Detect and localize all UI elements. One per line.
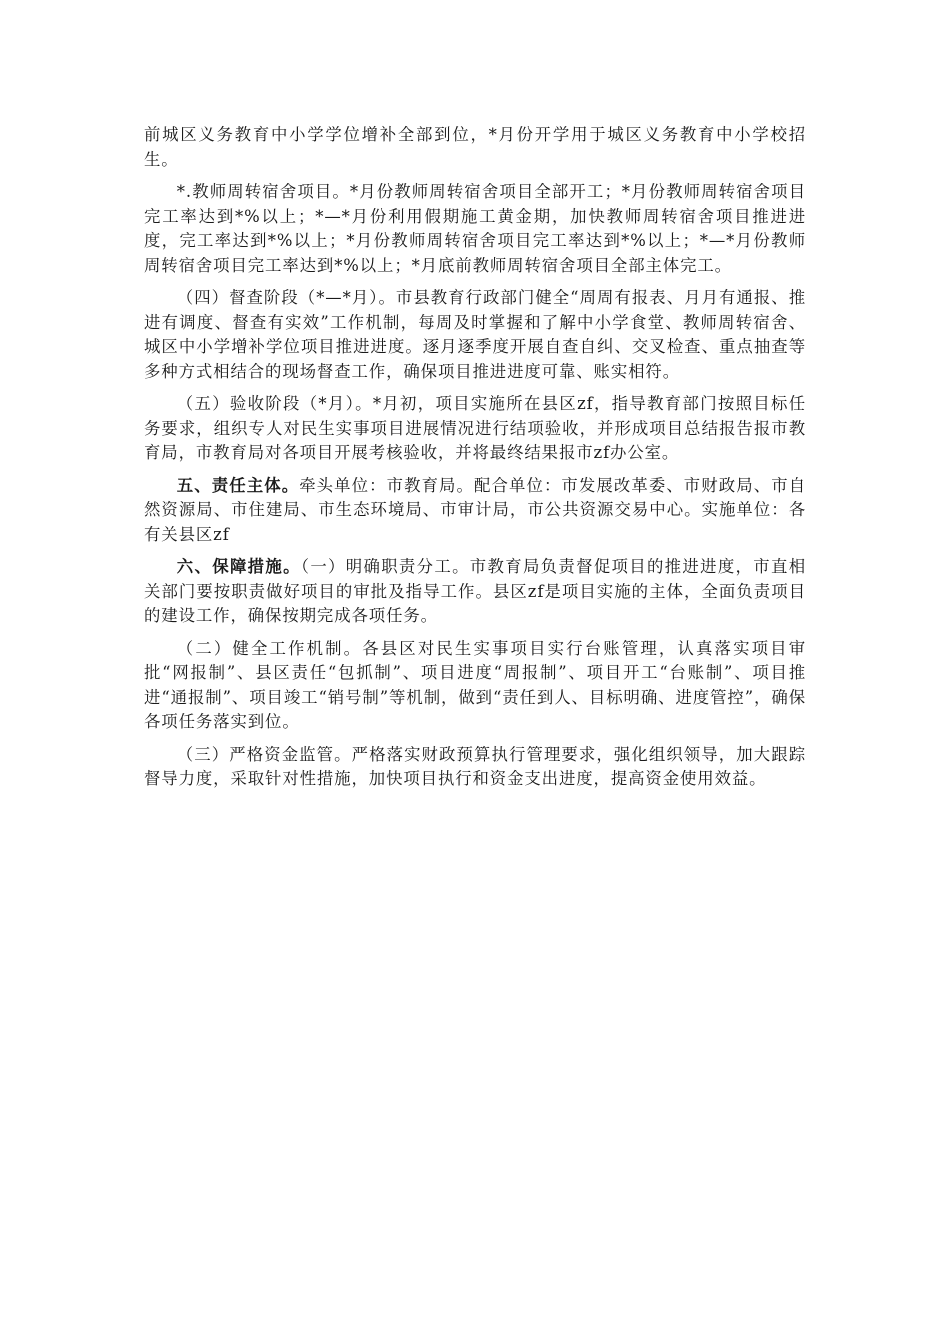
safeguard-measures-text: （一）明确职责分工。市教育局负责督促项目的推进进度，市直相关部门要按职责做好项目的审批及指导工作。县区zf是项目实施的主体，全面负责项目的建设工作，确保按期完成各项任务。: [144, 557, 806, 625]
document-page: [144, 123, 806, 800]
paragraph-teacher-housing: *.教师周转宿舍项目。*月份教师周转宿舍项目全部开工；*月份教师周转宿舍项目完工率达到*%以上；*—*月份利用假期施工黄金期，加快教师周转宿舍项目推进进度，完工率达到*%以上；*月份教师周转宿舍项目完工率达到*%以上；*—*月份教师周转宿舍项目完工率达到*%以上；*月底前教师周转宿舍项目全部主体完工。: [144, 182, 806, 275]
paragraph-school-seats: 前城区义务教育中小学学位增补全部到位，*月份开学用于城区义务教育中小学校招生。: [144, 125, 806, 169]
paragraph-work-mechanism: （二）健全工作机制。各县区对民生实事项目实行台账管理，认真落实项目审批“网报制”、县区责任“包抓制”、项目进度“周报制”、项目开工“台账制”、项目推进“通报制”、项目竣工“销号制”等机制，做到“责任到人、目标明确、进度管控”，确保各项任务落实到位。: [144, 638, 806, 731]
paragraph-fund-supervision: （三）严格资金监管。严格落实财政预算执行管理要求，强化组织领导，加大跟踪督导力度，采取针对性措施，加快项目执行和资金支出进度，提高资金使用效益。: [144, 744, 806, 788]
paragraph-acceptance-stage: （五）验收阶段（*月）。*月初，项目实施所在县区zf，指导教育部门按照目标任务要求，组织专人对民生实事项目进展情况进行结项验收，并形成项目总结报告报市教育局，市教育局对各项目开展考核验收，并将最终结果报市zf办公室。: [144, 394, 806, 462]
heading-safeguard-measures: 六、保障措施。: [176, 557, 301, 576]
paragraph-supervision-stage: （四）督查阶段（*—*月）。市县教育行政部门健全“周周有报表、月月有通报、推进有调度、督查有实效”工作机制，每周及时掌握和了解中小学食堂、教师周转宿舍、城区中小学增补学位项目推进进度。逐月逐季度开展自查自纠、交叉检查、重点抽查等多种方式相结合的现场督查工作，确保项目推进进度可靠、账实相符。: [144, 288, 806, 381]
paragraph-safeguard-measures: [144, 555, 806, 629]
heading-responsible-parties: 五、责任主体。: [176, 475, 300, 495]
paragraph-responsible-parties: [144, 474, 806, 548]
responsible-parties-text: 牵头单位：市教育局。配合单位：市发展改革委、市财政局、市自然资源局、市住建局、市生态环境局、市审计局，市公共资源交易中心。实施单位：各有关县区zf: [144, 475, 806, 544]
